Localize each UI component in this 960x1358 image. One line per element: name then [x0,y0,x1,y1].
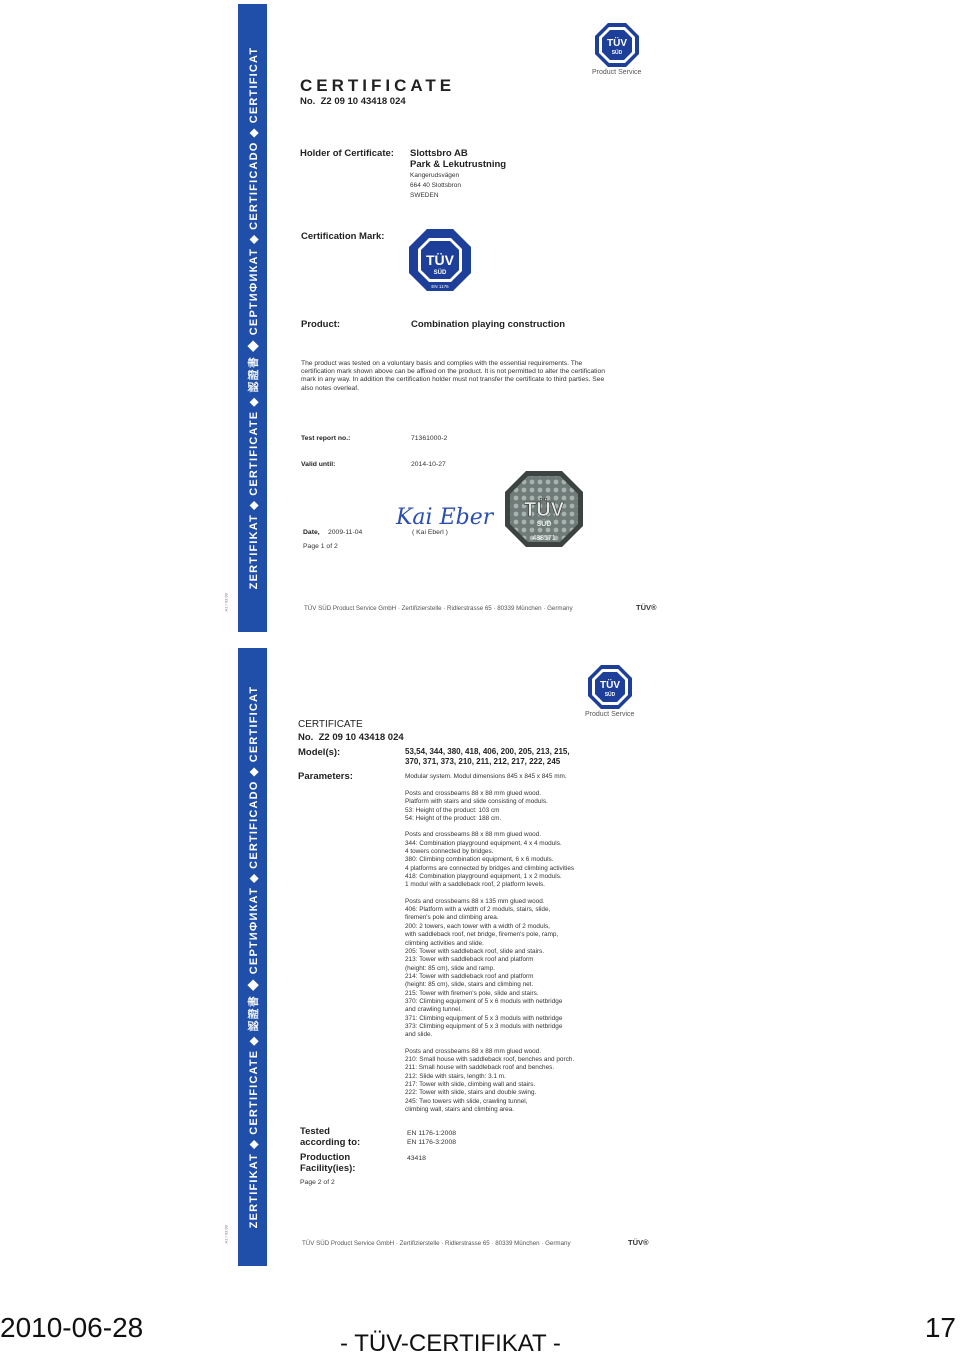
certificate-page-2 [223,648,662,1266]
tuv-logo [592,22,641,76]
models-label: Model(s): [298,747,341,758]
footer-mark: TÜV® [628,1238,649,1247]
production-value: 43418 [407,1155,426,1162]
svg-text:SÜD: SÜD [433,270,447,276]
margin-code: A1 / 03.08 [223,1225,229,1244]
holder-address: Kangerudsvägen 664 40 Slottsbron SWEDEN [410,172,461,199]
tested-value: EN 1176-1:2008 EN 1176-3:2008 [407,1130,456,1146]
margin-code: A1 / 03.08 [223,593,229,612]
svg-text:SÜD: SÜD [611,50,622,56]
product-value: Combination playing construction [411,319,566,330]
svg-text:EN 1176: EN 1176 [431,284,449,289]
svg-text:488571: 488571 [532,535,556,542]
models-value: 53,54, 344, 380, 418, 406, 200, 205, 213, 215, 370, 371, 373, 210, 211, 212, 217, 222, 245 [405,747,570,766]
holder-label: Holder of Certificate: [300,148,394,159]
hologram-icon [504,470,584,548]
tuv-octagon-icon [587,664,633,710]
svg-text:SÜD: SÜD [604,692,615,698]
certificate-number: No. Z2 09 10 43418 024 [300,96,406,107]
param-group: Posts and crossbeams 88 x 88 mm glued wood. 344: Combination playground equipment, 4 x 4 moduls. 4 towers connected by bridges. 380: Climbing combination equipment, 6 x 6 moduls. 4 platforms are connected by bridges and climbing activities 418: Combination playground equipment, 1 x 2 moduls. 1 modul with a saddleback roof, 2 platform levels. [405,831,575,889]
logo-caption: Product Service [585,711,635,718]
hologram-seal [504,470,584,553]
svg-text:SÜD: SÜD [536,521,552,528]
param-group: Posts and crossbeams 88 x 88 mm glued wood. 210: Small house with saddleback roof, benches and porch. 211: Small house with saddleback roof and benches. 212: Slide with stairs, length: 3.1 m. 217: Tower with slide, climbing wall and stairs. 222: Tower with slide, stairs and double swing. 245: Two towers with slide, crawling tunnel, climbing wall, stairs and climbing area. [405,1047,575,1114]
side-band [238,648,267,1266]
footer-address: TÜV SÜD Product Service GmbH · Zertifizierstelle · Ridlerstrasse 65 · 80339 München · Germany [302,1240,571,1247]
svg-text:Kai Eberl: Kai Eberl [396,505,494,530]
document-title: - TÜV-CERTIFIKAT - [340,1330,561,1357]
certification-mark [408,228,472,297]
parameters-list [405,790,620,1122]
certificate-notice: The product was tested on a voluntary basis and complies with the essential requirements. The certification mark shown above can be affixed on the product. It is not permitted to alter the certification mark in any way. In addition the certification holder must not transfer the certificate to third parties. See also notes overleaf. [301,360,605,392]
signature-icon [394,500,494,530]
svg-text:TÜV: TÜV [426,252,454,268]
date-value: 2009-11-04 [328,529,363,536]
certification-mark-icon [408,228,472,292]
certification-mark-label: Certification Mark: [301,231,385,242]
certificate-heading: CERTIFICATE [298,719,363,730]
valid-until-label: Valid until: [301,461,336,468]
parameters-label: Parameters: [298,771,353,782]
production-label: Production Facility(ies): [300,1152,356,1174]
test-report-value: 71361000-2 [411,435,448,442]
document-date: 2010-06-28 [0,1312,144,1343]
footer-address: TÜV SÜD Product Service GmbH · Zertifizierstelle · Ridlerstrasse 65 · 80339 München · Germany [304,605,573,612]
svg-text:TÜV: TÜV [599,680,620,691]
logo-caption: Product Service [592,69,642,76]
holder-name-2: Park & Lekutrustning [410,159,507,170]
side-band-text: ZERTIFIKAT ◆ CERTIFICATE ◆ 認證書 ◆ СЕРТИФИКАТ ◆ CERTIFICADO ◆ CERTIFICAT [247,685,260,1229]
test-report-label: Test report no.: [301,435,351,442]
certificate-number: No. Z2 09 10 43418 024 [298,732,404,743]
page-number: 17 [924,1312,956,1343]
tuv-logo [585,664,634,718]
holder-name: Slottsbro AB [410,148,468,159]
param-group: Posts and crossbeams 88 x 88 mm glued wood. Platform with stairs and slide consisting of moduls. 53: Height of the product: 103 cm 54: Height of the product: 188 cm. [405,790,548,823]
side-band [238,4,267,632]
tuv-octagon-icon [594,22,640,68]
date-label: Date, [303,529,320,536]
certificate-page-1 [223,4,662,632]
svg-text:TÜV: TÜV [524,499,564,521]
certificate-heading: CERTIFICATE [300,76,456,95]
side-band-text: ZERTIFIKAT ◆ CERTIFICATE ◆ 認證書 ◆ СЕРТИФИКАТ ◆ CERTIFICADO ◆ CERTIFICAT [247,46,260,590]
signer-name: ( Kai Eberl ) [412,529,448,536]
page-label: Page 1 of 2 [303,543,338,550]
product-label: Product: [301,319,341,330]
param-group: Posts and crossbeams 88 x 135 mm glued wood. 406: Platform with a width of 2 moduls, stairs, slide, firemen's pole and climbing area. 200: 2 towers, each tower with a width of 2 moduls, with saddleback roof, net bridge, firemen's pole, ramp, climbing activities and slide. 205: Tower with saddleback roof, slide and stairs. 213: Tower with saddleback roof and platform (height: 85 cm), slide and ramp. 214: Tower with saddleback roof and platform (height: 85 cm), slide, stairs and climbing net. 215: Tower with firemen's pole, slide and stairs. 370: Climbing equipment of 5 x 6 moduls with netbridge and crawling tunnel. 371: Climbing equipment of 5 x 3 moduls with netbridge 373: Climbing equipment of 5 x 3 moduls with netbridge and slide. [405,897,563,1039]
page-label: Page 2 of 2 [300,1179,335,1186]
parameters-intro: Modular system. Modul dimensions 845 x 845 x 845 mm. [405,773,567,780]
tested-label: Tested according to: [300,1126,361,1148]
valid-until-value: 2014-10-27 [411,461,446,468]
footer-mark: TÜV® [636,603,657,612]
svg-text:TÜV: TÜV [606,38,627,49]
